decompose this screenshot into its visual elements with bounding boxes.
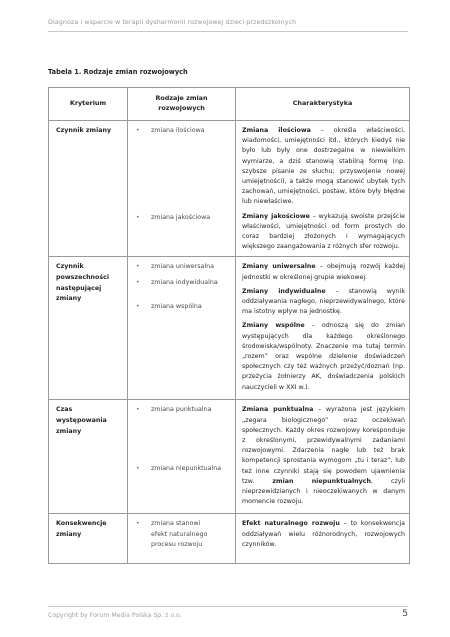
criterion-cell: Czynnik zmiany (49, 121, 128, 257)
description-cell (236, 400, 410, 514)
table-row (49, 121, 410, 257)
term: Zmiana punktualna (242, 406, 314, 414)
bullet-icon: • (136, 406, 140, 414)
table-header-row (49, 88, 410, 121)
kinds-cell (128, 514, 236, 564)
bullet-icon: • (136, 520, 140, 528)
bullet-icon: • (136, 302, 140, 310)
bullet-icon: • (136, 127, 140, 134)
description-paragraph (242, 262, 405, 282)
header-divider (48, 31, 408, 32)
kind-label: zmiana punktualna (151, 406, 212, 414)
definition: – odnoszą się do zmian występujących dla każdego określonego środowiska/wspólnoty. Znaczenie ma tutaj termin „rozem” oraz wspólne dzielenie doświadczeń społecznych czy też ważnych przeżyć/doznań (np. przeżycia żołnierzy AK, doświadczenia polskich nauczycieli w XXI w.). (242, 322, 405, 391)
definition: – wyrażona jest językiem „zegara biologicznego” oraz oczekiwań społecznych. Każdy okres rozwojowy korespondujе z określonymi, przewidywalnymi zadaniami rozwojowymi. Zdarzenia nagłe lub też brak kompetencji sprostania wymogom „tu i teraz”, lub też inne czynniki stają się powodem ujawnienia tzw. (242, 406, 405, 485)
kinds-cell (128, 257, 236, 400)
bullet-icon: • (136, 214, 140, 222)
bullet-icon: • (136, 278, 140, 286)
development-changes-table (48, 87, 410, 564)
description-paragraph (242, 212, 405, 253)
table-row (49, 257, 410, 400)
table-caption: Tabela 1. Rodzaje zmian rozwojowych (48, 68, 188, 76)
page-number: 5 (402, 609, 408, 619)
term: Zmiana ilościowa (242, 127, 311, 134)
kind-label: zmiana niepunktualna (151, 464, 222, 472)
description-paragraph (242, 126, 405, 208)
description-cell (236, 257, 410, 400)
kinds-cell (128, 400, 236, 514)
kind-label: zmiana jakościowa (151, 214, 211, 222)
running-header: Diagnoza i wsparcie w terapii dysharmonii rozwojowej dzieci przedszkolnych (48, 18, 297, 26)
definition: – określa właściwości, wiadomości, umiejętności itd., których kiedyś nie było lub były one dostrzegalne w niewielkim wymiarze, a dziś stanowią stabilną formę (np. szybsze pisanie ze słuchu; przyswojenie nowej umiejętności), a także mogą stanowić ubytek tych zachowań, umiejętności, postaw, które były błędne lub niewłaściwe. (242, 127, 405, 206)
list-item (128, 405, 235, 415)
bullet-icon: • (136, 464, 140, 472)
list-item (128, 519, 235, 550)
description-cell (236, 121, 410, 257)
definition: – obejmują rozwój każdej jednostki w określonej grupie wiekowej. (242, 263, 405, 281)
kind-label: zmiana indywidualna (151, 278, 218, 286)
definition: – wykazują swoiste przejście właściwości, umiejętności od form prostych do coraz bardziej złożonych i wymagających większego zaangażowania z różnych sfer rozwoju. (242, 212, 405, 251)
kind-label: zmiana ilościowa (151, 127, 205, 134)
description-paragraph (242, 321, 405, 392)
list-item (128, 213, 235, 223)
term: zmian niepunktualnych (272, 477, 371, 485)
definition: – to konsekwencja oddziaływań wielu różnorodnych, rozwojowych czynników. (242, 520, 405, 548)
definition: , czyli nieprzewidzianych i nieoczekiwanych w danym momencie rozwoju. (242, 477, 405, 506)
list-item (128, 464, 235, 474)
column-header-kinds: Rodzaje zmian rozwojowych (128, 88, 236, 121)
table-row (49, 400, 410, 514)
criterion-cell: Czas występowania zmiany (49, 400, 128, 514)
table-row (49, 514, 410, 564)
description-paragraph (242, 519, 405, 550)
column-header-criterion: Kryterium (49, 88, 128, 121)
term: Zmiany jakościowe (242, 212, 310, 220)
term: Zmiany wspólne (242, 322, 305, 330)
kinds-cell (128, 121, 236, 257)
copyright-footer: Copyright by Forum Media Polska Sp. z o.o. (48, 612, 182, 619)
term: Efekt naturalnego rozwoju (242, 520, 340, 528)
term: Zmiany indywidualne (242, 287, 326, 295)
criterion-cell: Czynnik powszechności następującej zmiany (49, 257, 128, 400)
list-item (128, 126, 235, 136)
bullet-icon: • (136, 263, 140, 271)
kind-label: zmiana stanowi efekt naturalnego procesu rozwoju (151, 520, 208, 548)
definition: – stanowią wynik oddziaływania nagłego, nieprzewidywalnego, które ma istotny wpływ na jednostkę. (242, 287, 405, 316)
kind-label: zmiana wspólna (151, 302, 202, 310)
column-header-characteristics: Charakterystyka (236, 88, 410, 121)
list-item (128, 302, 235, 312)
description-paragraph (242, 405, 405, 507)
description-paragraph (242, 287, 405, 318)
criterion-cell: Konsekwencje zmiany (49, 514, 128, 564)
description-cell (236, 514, 410, 564)
list-item (128, 262, 235, 272)
kind-label: zmiana uniwersalna (151, 263, 214, 271)
term: Zmiany uniwersalne (242, 263, 316, 271)
footer-divider (48, 606, 408, 607)
list-item (128, 278, 235, 288)
